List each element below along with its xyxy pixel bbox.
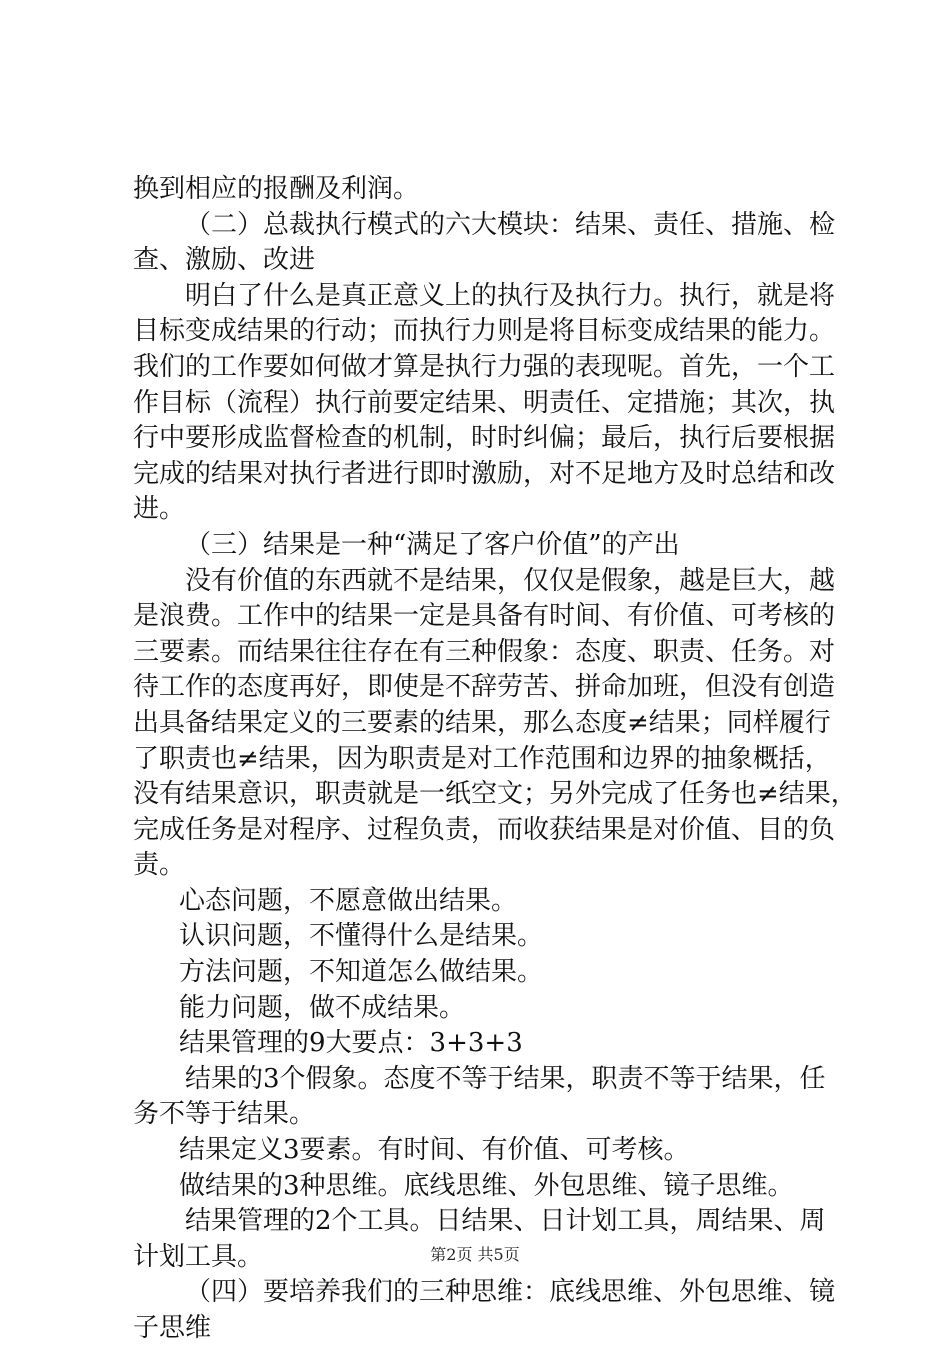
list-item-cont: 计划工具。 [133,1241,264,1272]
section-heading-cont: 查、激励、改进 [133,245,316,276]
paragraph-line: 没有结果意识，职责就是一纸空文；另外完成了任务也≠结果， [133,779,857,810]
paragraph-line: 我们的工作要如何做才算是执行力强的表现呢。首先，一个工 [133,351,836,382]
paragraph-line: 出具备结果定义的三要素的结果，那么态度≠结果；同样履行 [133,707,831,738]
paragraph-line: 完成的结果对执行者进行即时激励，对不足地方及时总结和改 [133,458,836,489]
paragraph-line: 是浪费。工作中的结果一定是具备有时间、有价值、可考核的 [133,601,836,632]
list-item: 结果管理的9大要点：3+3+3 [179,1028,523,1059]
document-body [133,172,857,1347]
list-item: 认识问题，不懂得什么是结果。 [179,921,544,952]
page-footer [0,1245,950,1265]
paragraph-line: 行中要形成监督检查的机制，时时纠偏；最后，执行后要根据 [133,423,836,454]
list-item: 结果管理的2个工具。日结果、日计划工具，周结果、周 [185,1206,826,1237]
paragraph-line: 责。 [133,850,186,881]
list-item: 结果定义3要素。有时间、有价值、可考核。 [179,1135,690,1166]
list-item: 心态问题，不愿意做出结果。 [179,885,518,916]
section-heading: （三）结果是一种“满足了客户价值”的产出 [185,529,680,560]
section-heading-cont: 子思维 [133,1313,212,1343]
list-item: 做结果的3种思维。底线思维、外包思维、镜子思维。 [179,1170,794,1201]
list-item-cont: 务不等于结果。 [133,1099,316,1130]
paragraph-line: 没有价值的东西就不是结果，仅仅是假象，越是巨大，越 [185,565,836,596]
paragraph-line: 了职责也≠结果，因为职责是对工作范围和边界的抽象概括， [133,743,831,774]
page-number-label: 第2页 共5页 [430,1245,520,1264]
paragraph-line: 待工作的态度再好，即使是不辞劳苦、拼命加班，但没有创造 [133,672,836,703]
paragraph-line: 三要素。而结果往往存在有三种假象：态度、职责、任务。对 [133,636,836,667]
paragraph-line: 换到相应的报酬及利润。 [133,174,420,204]
paragraph-line: 作目标（流程）执行前要定结果、明责任、定措施；其次，执 [133,387,836,418]
list-item: 能力问题，做不成结果。 [179,992,466,1023]
paragraph-line: 目标变成结果的行动；而执行力则是将目标变成结果的能力。 [133,316,836,347]
paragraph-line: 明白了什么是真正意义上的执行及执行力。执行，就是将 [185,280,836,311]
list-item: 结果的3个假象。态度不等于结果，职责不等于结果，任 [185,1063,826,1094]
paragraph-line: 完成任务是对程序、过程负责，而收获结果是对价值、目的负 [133,814,836,845]
paragraph-line: 进。 [133,494,186,525]
list-item: 方法问题，不知道怎么做结果。 [179,957,544,988]
section-heading: （四）要培养我们的三种思维：底线思维、外包思维、镜 [185,1277,836,1308]
section-heading: （二）总裁执行模式的六大模块：结果、责任、措施、检 [185,209,836,240]
